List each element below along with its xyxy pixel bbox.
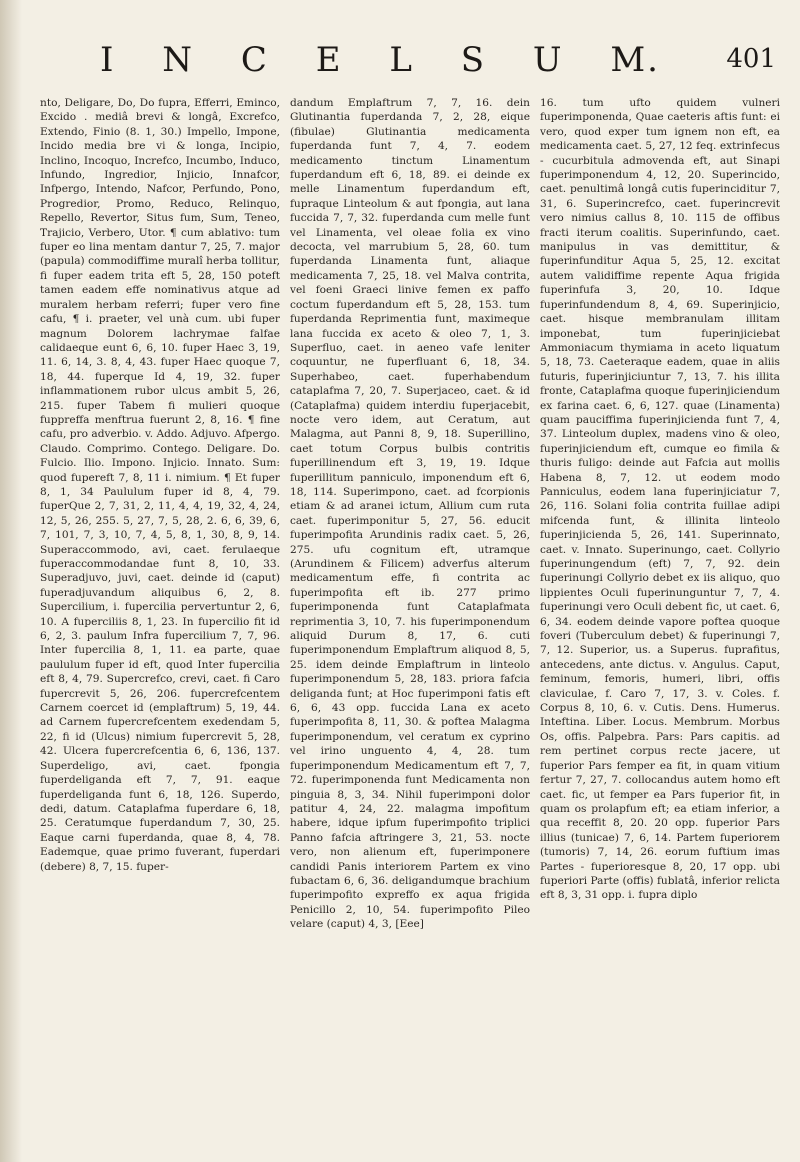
running-head-letter: L xyxy=(389,40,414,80)
running-head-letter: U xyxy=(532,40,564,80)
running-head-letter: S xyxy=(460,40,487,80)
page-number: 401 xyxy=(726,44,776,74)
column-text: dandum Emplaftrum 7, 7, 16. dein Glutinantia fuperdanda 7, 2, 28, eique (fibulae) Glutinantia medicamenta fuperdanda funt 7, 4, 7. eodem medicamento tinctum Linamentum fuperdandum eft 6, 18, 89. ei deinde ex melle Linamentum fuperdandum eft, fupraque Linteolum & aut fpongia, aut lana fuccida 7, 7, 32. fuperdanda cum melle funt vel Linamenta, vel oleae folia ex vino decocta, vel marrubium 5, 28, 60. tum fuperdanda Linamenta funt, aliaque medicamenta 7, 25, 18. vel Malva contrita, vel foeni Graeci linive femen ex paffo coctum fuperdandum eft 5, 28, 153. tum fuperdanda Reprimentia funt, maximeque lana fuccida ex aceto & oleo 7, 1, 3. Superfluo, caet. in aeneo vafe leniter coquuntur, ne fuperfluant 6, 18, 34. Superhabeo, caet. fuperhabendum cataplafma 7, 20, 7. Superjaceo, caet. & id (Cataplafma) quidem interdiu fuperjacebit, nocte vero idem, aut Ceratum, aut Malagma, aut Panni 8, 9, 18. Superillino, caet totum Corpus bulbis contritis fuperillinendum eft 3, 19, 19. Idque fuperillitum panniculo, imponendum eft 6, 18, 114. Superimpono, caet. ad fcorpionis etiam & ad aranei ictum, Allium cum ruta caet. fuperimponitur 5, 27, 56. educit fuperimpofita Arundinis radix caet. 5, 26, 275. ufu cognitum eft, utramque (Arundinem & Filicem) adverfus alterum medicamentum effe, fi contrita ac fuperimpofita eft ib. 277 primo fuperimponenda funt Cataplafmata reprimentia 3, 10, 7. his fuperimponendum aliquid Durum 8, 17, 6. cuti fuperimponendum Emplaftrum aliquod 8, 5, 25. idem deinde Emplaftrum in linteolo fuperimponendum 5, 28, 183. priora fafcia deliganda funt; at Hoc fuperimponi fatis eft 6, 6, 43 opp. fuccida Lana ex aceto fuperimpofita 8, 11, 30. & poftea Malagma fuperimponendum, vel ceratum ex cyprino vel irino unguento 4, 4, 28. tum fuperimponendum Medicamentum eft 7, 7, 72. fuperimponenda funt Medicamenta non pinguia 8, 3, 34. Nihil fuperimponi dolor patitur 4, 24, 22. malagma impofitum habere, idque ipfum fuperimpofito triplici Panno fafcia aftringere 3, 21, 53. nocte vero, non alienum eft, fuperimponere candidi Panis interiorem Partem ex vino fubactam 6, 6, 36. deligandumque brachium fuperimpofito expreffo ex aqua frigida Penicillo 2, 10, 54. fuperimpofito Pileo velare (caput) 4, 3, [Eee] xyxy=(290,97,530,931)
page-header xyxy=(0,40,800,90)
column-left xyxy=(40,96,280,1146)
running-head-letter: M. xyxy=(610,40,660,80)
binding-gutter xyxy=(0,0,22,1162)
running-head xyxy=(100,40,660,80)
running-head-letter: E xyxy=(315,40,343,80)
running-head-letter: I xyxy=(100,40,116,80)
column-middle xyxy=(290,96,530,1146)
running-head-letter: N xyxy=(162,40,195,80)
index-columns xyxy=(40,96,780,1146)
column-text: 16. tum ufto quidem vulneri fuperimponenda, Quae caeteris aftis funt: ei vero, quod exper tum ignem non eft, ea medicamenta caet. 5, 27, 12 feq. extrinfecus - cucurbitula admovenda eft, aut Sinapi fuperimponendum 4, 12, 20. Superincido, caet. penultimâ longâ cutis fuperinciditur 7, 31, 6. Superincrefco, caet. fuperincrevit vero nimius callus 8, 10. 115 de offibus fracti iterum coalitis. Superinfundo, caet. manipulus in vas demittitur, & fuperinfunditur Aqua 5, 25, 12. excitat autem validiffime repente Aqua frigida fuperinfufa 3, 20, 10. Idque fuperinfundendum 8, 4, 69. Superinjicio, caet. hisque membranulam illitam imponebat, tum fuperinjiciebat Ammoniacum thymiama in aceto liquatum 5, 18, 73. Caeteraque eadem, quae in aliis futuris, fuperinjiciuntur 7, 13, 7. his illita fronte, Cataplafma quoque fuperinjiciendum ex farina caet. 6, 6, 127. quae (Linamenta) quam pauciffima fuperinjicienda funt 7, 4, 37. Linteolum duplex, madens vino & oleo, fuperinjiciendum eft, cumque eo fimila & thuris fuligo: deinde aut Fafcia aut mollis Habena 8, 7, 12. ut eodem modo Panniculus, eodem lana fuperinjiciatur 7, 26, 116. Solani folia contrita fuillae adipi mifcenda funt, & illinita linteolo fuperinjicienda 5, 26, 141. Superinnato, caet. v. Innato. Superinungo, caet. Collyrio fuperinungendum (eft) 7, 7, 92. dein fuperinungi Collyrio debet ex iis aliquo, quo lippientes Oculi fuperinunguntur 7, 7, 4. fuperinungi vero Oculi debent fic, ut caet. 6, 6, 34. eodem deinde vapore poftea quoque foveri (Tuberculum debet) & fuperinungi 7, 7, 12. Superior, us. a Superus. fuprafitus, antecedens, ante dictus. v. Angulus. Caput, feminum, femoris, humeri, libri, offis claviculae, f. Caro 7, 17, 3. v. Coles. f. Corpus 8, 10, 6. v. Cutis. Dens. Humerus. Inteftina. Liber. Locus. Membrum. Morbus Os, offis. Palpebra. Pars: Pars capitis. ad rem pertinet corpus recte jacere, ut fuperior Pars femper ea fit, in quam vitium fertur 7, 27, 7. collocandus autem homo eft caet. fic, ut femper ea Pars fuperior fit, in quam os prolapfum eft; ea etiam inferior, a qua receffit 8, 20. 20 opp. fuperior Pars illius (tunicae) 7, 6, 14. Partem fuperiorem (tumoris) 7, 14, 26. eorum fuftium imas Partes - fuperioresque 8, 20, 17 opp. ubi fuperiori Parte (offis) fublatâ, inferior relicta eft 8, 3, 31 opp. i. fupra diplo xyxy=(540,97,780,902)
running-head-letter: C xyxy=(240,40,269,80)
column-text: nto, Deligare, Do, Do fupra, Efferri, Eminco, Excido . mediâ brevi & longâ, Excrefco, Extendo, Finio (8. 1, 30.) Impello, Impone, Incido media bre vi & longa, Incipio, Inclino, Incoquo, Increfco, Incumbo, Induco, Infundo, Ingredior, Injicio, Innafcor, Infpergo, Intendo, Nafcor, Perfundo, Pono, Progredior, Promo, Reduco, Relinquo, Repello, Revertor, Situs fum, Sum, Teneo, Trajicio, Verbero, Utor. ¶ cum ablativo: tum fuper eo lina mentam dantur 7, 25, 7. major (papula) commodiffime muralî herba tollitur, fi fuper eadem trita eft 5, 28, 150 poteft tamen eadem effe nominativus atque ad muralem herbam referri; fuper vero fine cafu, ¶ i. praeter, vel unà cum. ubi fuper magnum Dolorem lachrymae falfae calidaeque eunt 6, 6, 10. fuper Haec 3, 19, 11. 6, 14, 3. 8, 4, 43. fuper Haec quoque 7, 18, 44. fuperque Id 4, 19, 32. fuper inflammationem rubor ulcus ambit 5, 26, 215. fuper Tabem fi mulieri quoque fuppreffa menftrua fuerunt 2, 8, 16. ¶ fine cafu, pro adverbio. v. Addo. Adjuvo. Afpergo. Claudo. Comprimo. Contego. Deligare. Do. Fulcio. Ilio. Impono. Injicio. Innato. Sum: quod fupereft 7, 8, 11 i. nimium. ¶ Et fuper 8, 1, 34 Paululum fuper id 8, 4, 79. fuperQue 2, 7, 31, 2, 11, 4, 4, 19, 32, 4, 24, 12, 5, 26, 255. 5, 27, 7, 5, 28, 2. 6, 6, 39, 6, 7, 101, 7, 3, 10, 7, 4, 5, 8, 1, 30, 8, 9, 14. Superaccommodo, avi, caet. ferulaeque fuperaccommodandae funt 8, 10, 33. Superadjuvo, juvi, caet. deinde id (caput) fuperadjuvandum aliquibus 6, 2, 8. Supercilium, i. fupercilia pervertuntur 2, 6, 10. A fuperciliis 8, 1, 23. In fupercilio fit id 6, 2, 3. paulum Infra fupercilium 7, 7, 96. Inter fupercilia 8, 1, 11. ea parte, quae paululum fuper id eft, quod Inter fupercilia eft 8, 4, 79. Supercrefco, crevi, caet. fi Caro fupercrevit 5, 26, 206. fupercrefcentem Carnem coercet id (emplaftrum) 5, 19, 44. ad Carnem fupercrefcentem exedendam 5, 22, fi id (Ulcus) nimium fupercrevit 5, 28, 42. Ulcera fupercrefcentia 6, 6, 136, 137. Superdeligo, avi, caet. fpongia fuperdeliganda eft 7, 7, 91. eaque fuperdeliganda funt 6, 18, 126. Superdo, dedi, datum. Cataplafma fuperdare 6, 18, 25. Ceratumque fuperdandum 7, 30, 25. Eaque carni fuperdanda, quae 8, 4, 78. Eademque, quae primo fuverant, fuperdari (debere) 8, 7, 15. fuper- xyxy=(40,97,280,873)
column-right xyxy=(540,96,780,1146)
